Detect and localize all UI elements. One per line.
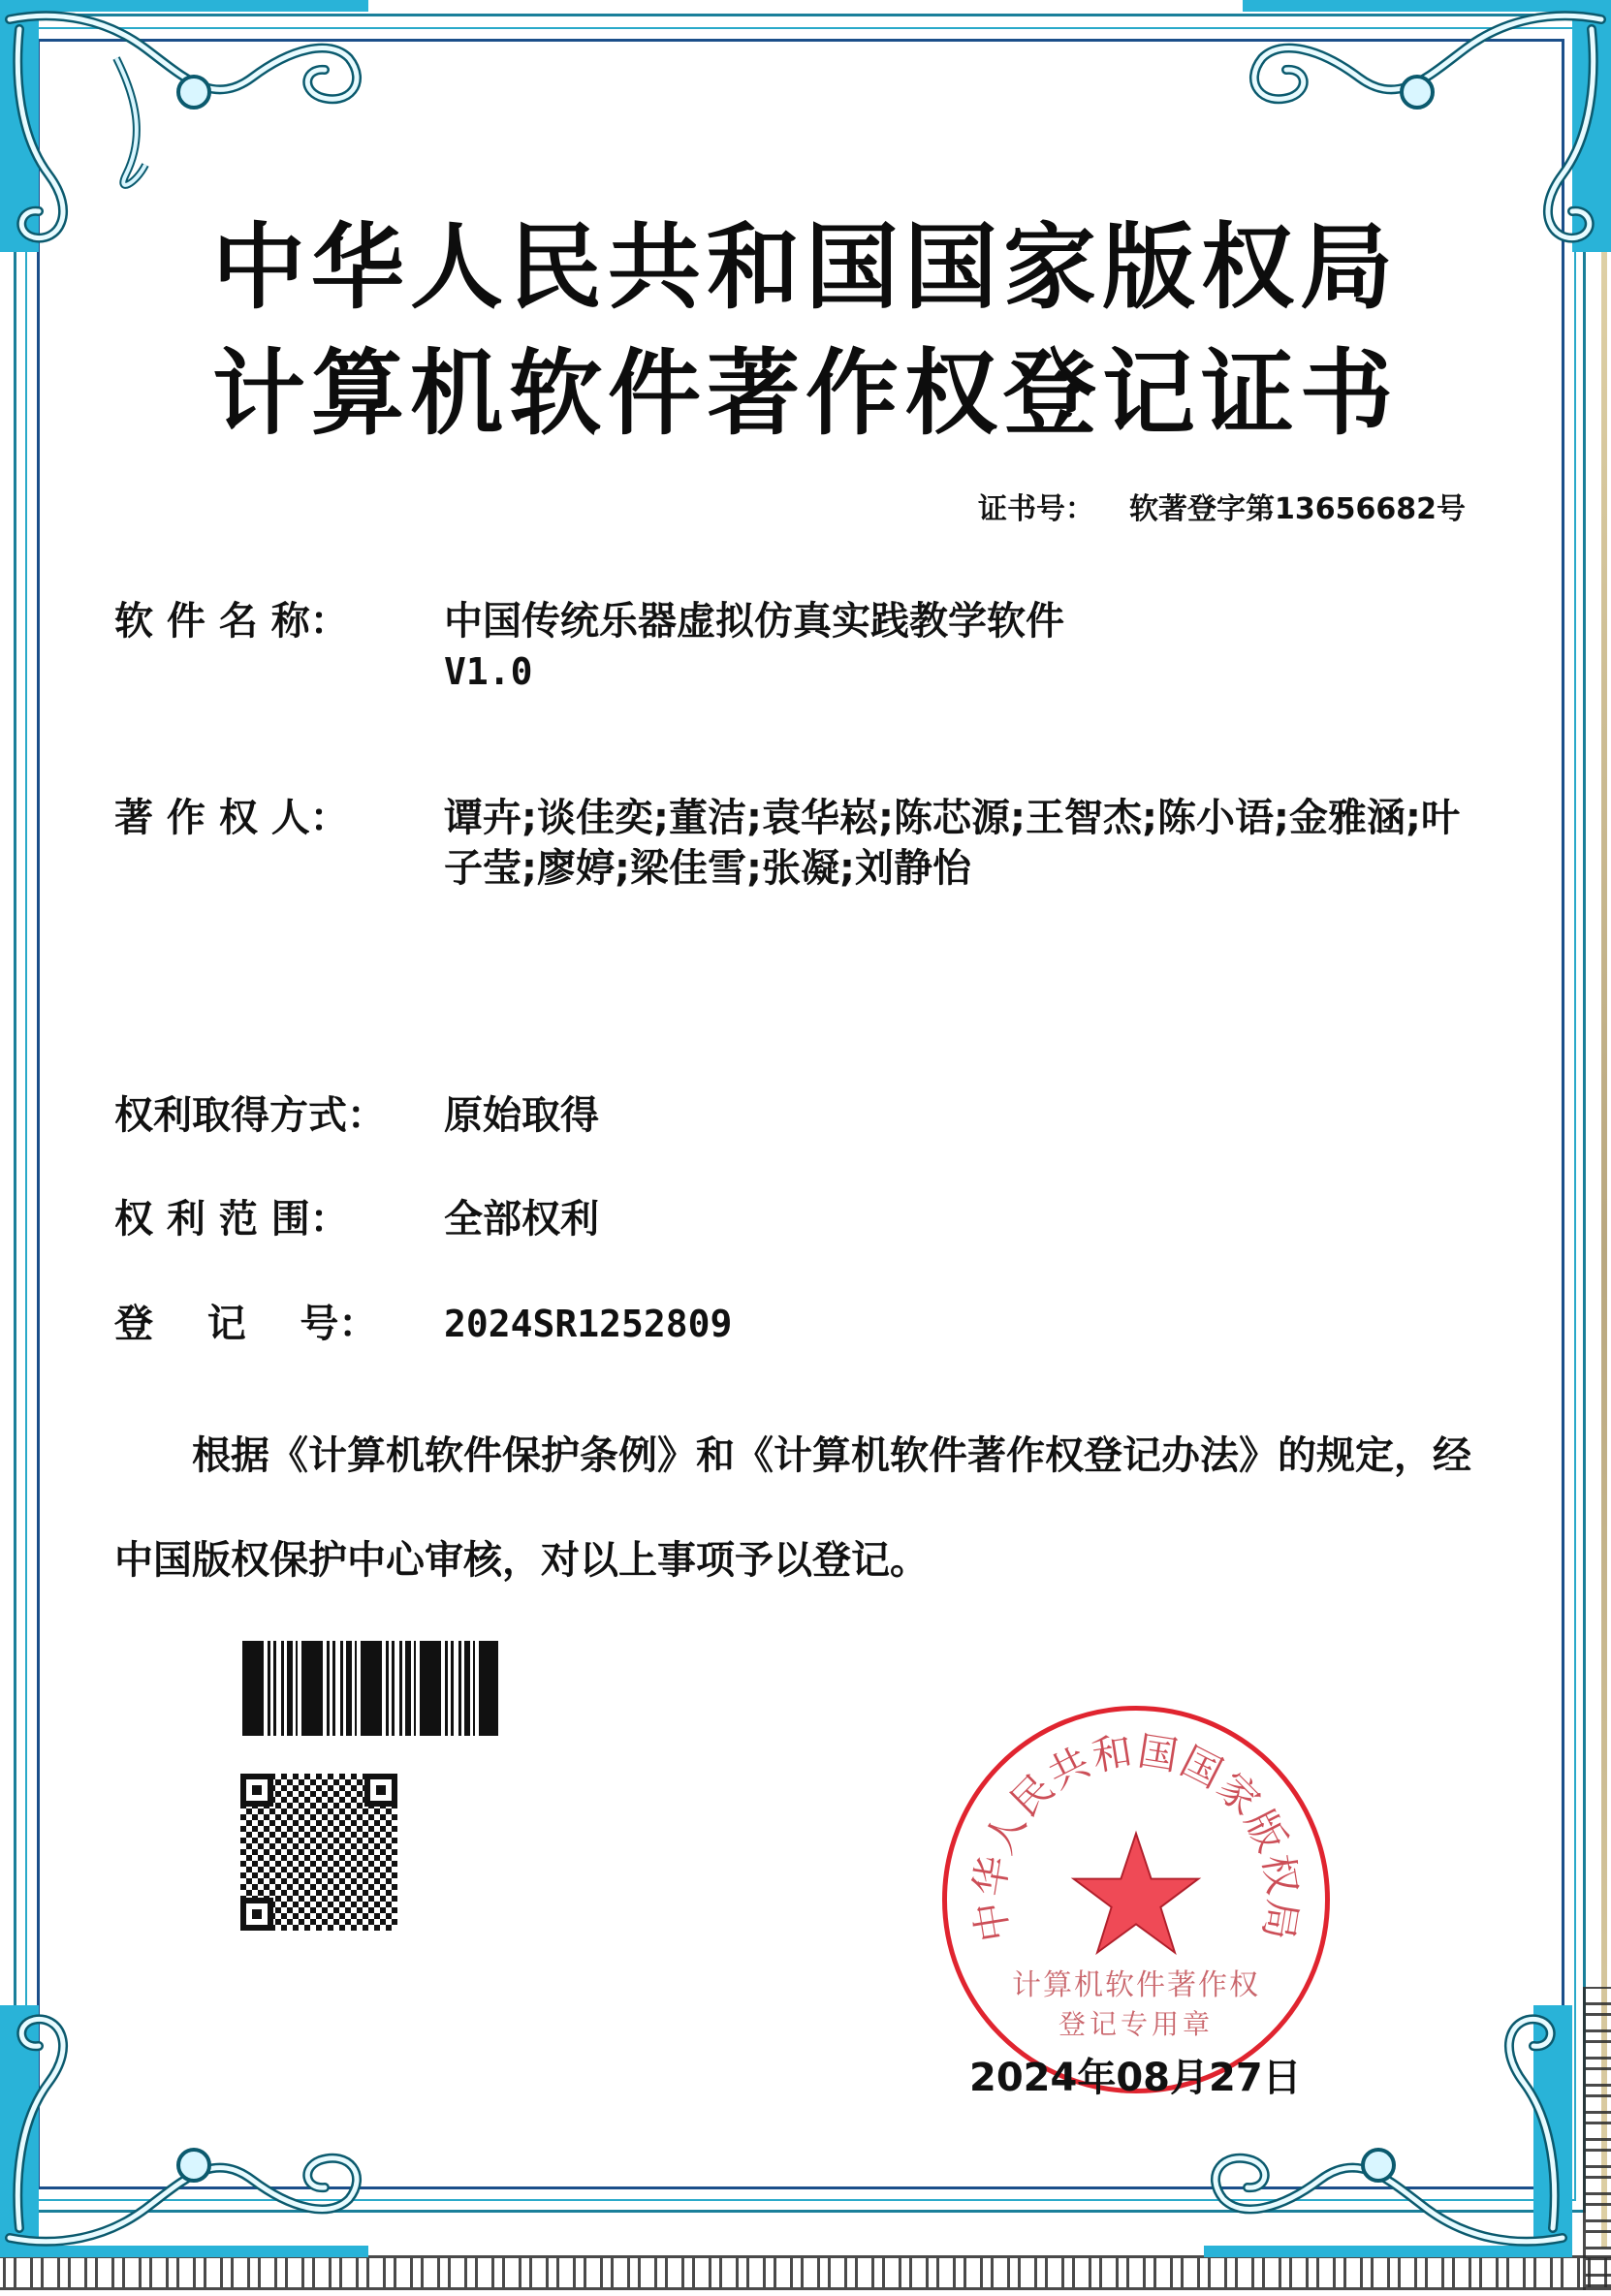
- registration-number-value: 2024SR1252809: [444, 1303, 733, 1345]
- copyright-owners-value: 谭卉;谈佳奕;董洁;袁华崧;陈芯源;王智杰;陈小语;金雅涵;叶子莹;廖婷;梁佳雪;张凝;刘静怡: [444, 796, 1460, 891]
- certificate-number: [978, 485, 1466, 527]
- seal-inner-line2: 登记专用章: [1058, 2008, 1214, 2040]
- qr-code: [240, 1774, 397, 1931]
- registration-number-label: 登 记 号：: [114, 1302, 378, 1346]
- field-registration-number: [114, 1299, 1495, 1349]
- software-name-value: [444, 596, 1495, 697]
- issue-date: 2024年08月27日: [969, 2056, 1302, 2100]
- seal-inner-line1: 计算机软件著作权: [1012, 1968, 1260, 2002]
- field-copyright-owners: [114, 793, 1495, 894]
- software-name-label: 软 件 名 称：: [114, 599, 349, 644]
- qr-finder-pattern: [240, 1898, 273, 1931]
- greek-key-border-bottom: [0, 2255, 1611, 2290]
- qr-finder-pattern: [240, 1774, 273, 1807]
- corner-ornament-bottom-left: [0, 1996, 388, 2257]
- software-version: V1.0: [444, 650, 533, 693]
- pdf417-barcode: [242, 1641, 498, 1736]
- acquisition-method-value: 原始取得: [444, 1093, 599, 1138]
- legal-statement: [114, 1403, 1475, 1613]
- rights-scope-label: 权 利 范 围：: [114, 1197, 349, 1242]
- qr-finder-pattern: [364, 1774, 397, 1807]
- seal-outer-text: 中华人民共和国国家版权局: [965, 1727, 1307, 1945]
- legal-statement-text: 根据《计算机软件保护条例》和《计算机软件著作权登记办法》的规定，经中国版权保护中心审核，对以上事项予以登记。: [114, 1433, 1471, 1583]
- greek-key-border-right: [1583, 1987, 1611, 2290]
- certificate-type-title: 计算机软件著作权登记证书: [212, 338, 1399, 448]
- copyright-owners-label: 著 作 权 人：: [114, 796, 349, 840]
- official-red-seal: [942, 1706, 1330, 2093]
- gold-edge-strip: [1601, 252, 1607, 2248]
- field-acquisition-method: [114, 1090, 1495, 1141]
- star-icon: [1074, 1834, 1199, 1953]
- certificate-number-value: 软著登字第13656682号: [1129, 492, 1466, 526]
- software-name-text: 中国传统乐器虚拟仿真实践教学软件: [444, 599, 1064, 644]
- acquisition-method-label: 权利取得方式：: [114, 1093, 386, 1138]
- field-rights-scope: [114, 1194, 1495, 1244]
- rights-scope-value: 全部权利: [444, 1197, 599, 1242]
- certificate-issuer-title: 中华人民共和国国家版权局: [212, 212, 1399, 322]
- field-software-name: [114, 596, 1495, 697]
- certificate-number-label: 证书号：: [978, 492, 1094, 526]
